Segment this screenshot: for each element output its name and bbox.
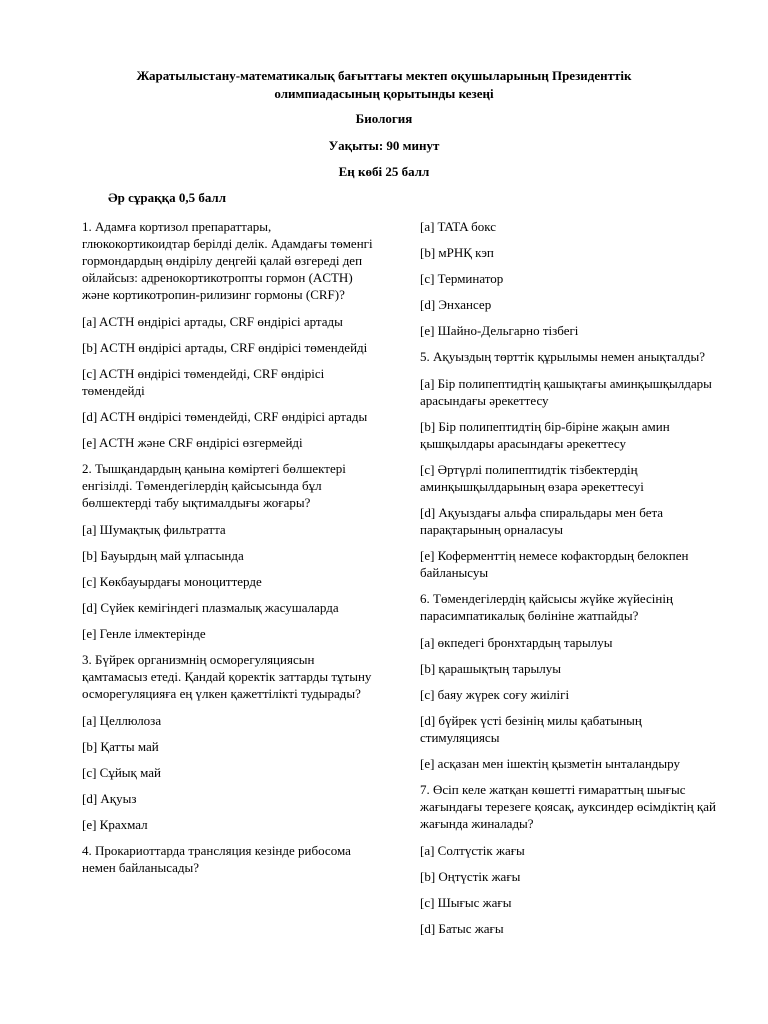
question-3-option-b: [b] Қатты май [82,739,159,754]
subject-heading: Биология [355,111,413,126]
question-4-option-d: [d] Энхансер [420,297,492,312]
question-7-option-b: [b] Оңтүстік жағы [420,869,521,884]
question-2-option-c: [c] Көкбауырдағы моноциттерде [82,574,262,589]
question-4-option-c: [c] Терминатор [420,271,504,286]
question-4-text: 4. Прокариоттарда трансляция кезінде рибосома немен байланысады? [82,843,351,875]
question-6-option-a: [a] өкпедегі бронхтардың тарылуы [420,635,613,650]
question-4-option-e: [e] Шайно-Дельгарно тізбегі [420,323,579,338]
question-3-option-c: [c] Сұйық май [82,765,161,780]
question-1-option-a: [a] ACTH өндірісі артады, CRF өндірісі артады [82,314,343,329]
time-limit: Уақыты: 90 минут [328,138,440,153]
question-5-option-e: [e] Коферменттің немесе кофактордың белокпен байланысуы [420,548,689,580]
question-7-option-c: [c] Шығыс жағы [420,895,512,910]
points-per-question: Әр сұраққа 0,5 балл [108,190,227,205]
question-1-option-e: [e] ACTH және CRF өндірісі өзгермейді [82,435,303,450]
question-5-option-d: [d] Ақуыздағы альфа спиральдары мен бета парақтарының орналасуы [420,505,664,537]
question-6-text: 6. Төмендегілердің қайсысы жүйке жүйесінің парасимпатикалық бөлініне жатпайды? [420,591,673,623]
question-2-option-a: [a] Шумақтық фильтратта [82,522,226,537]
question-7-text: 7. Өсіп келе жатқан көшетті ғимараттың шығыс жағындағы терезеге қоясақ, ауксиндер өсімдіктің қай жағында жиналады? [420,782,716,831]
question-5-option-b: [b] Бір полипептидтің бір-біріне жақын амин қышқылдары арасындағы әрекеттесу [420,419,670,451]
title-line-2: олимпиадасының қорытынды кезеңі [274,86,494,101]
question-6-option-c: [c] баяу жүрек соғу жиілігі [420,687,570,702]
question-6-option-d: [d] бүйрек үсті безінің милы қабатының стимуляциясы [420,713,642,745]
right-column [420,218,720,946]
question-2-option-d: [d] Сүйек кемігіндегі плазмалық жасушаларда [82,600,339,615]
question-5-option-a: [a] Бір полипептидтің қашықтағы аминқышқылдары арасындағы әрекеттесу [420,376,712,408]
question-5-text: 5. Ақуыздың төрттік құрылымы немен анықталды? [420,349,705,364]
question-1-option-c: [c] ACTH өндірісі төмендейді, CRF өндірісі төмендейді [82,366,325,398]
question-7-option-d: [d] Батыс жағы [420,921,504,936]
title-line-1: Жаратылыстану-математикалық бағыттағы мектеп оқушыларының Президенттік [136,68,632,83]
question-6-option-e: [e] асқазан мен ішектің қызметін ынталандыру [420,756,680,771]
question-2-option-b: [b] Бауырдың май ұлпасында [82,548,244,563]
max-score: Ең көбі 25 балл [338,164,430,179]
question-5-option-c: [c] Әртүрлі полипептидтік тізбектердің аминқышқылдарының өзара әрекеттесуі [420,462,644,494]
question-1-option-d: [d] ACTH өндірісі төмендейді, CRF өндірісі артады [82,409,368,424]
question-3-option-a: [a] Целлюлоза [82,713,162,728]
question-1-option-b: [b] ACTH өндірісі артады, CRF өндірісі төмендейді [82,340,368,355]
question-6-option-b: [b] қарашықтың тарылуы [420,661,562,676]
question-2-text: 2. Тышқандардың қанына көміртегі бөлшектері енгізілді. Төмендегілердің қайсысында бұл бөлшектерді табу ықтималдығы жоғары? [82,461,346,510]
question-3-text: 3. Бүйрек организмнің осморегуляциясын қамтамасыз етеді. Қандай қоректік заттарды тұтыну осморегуляцияға ең үлкен қажеттілікті тудырады? [82,652,372,701]
question-7-option-a: [a] Солтүстік жағы [420,843,525,858]
question-2-option-e: [e] Генле ілмектерінде [82,626,206,641]
document-title [0,67,768,103]
question-4-option-b: [b] мРНҚ кэп [420,245,494,260]
left-column [82,218,382,886]
question-1-text: 1. Адамға кортизол препараттары, глюкокортикоидтар берілді делік. Адамдағы төменгі гормондардың өндірілу деңгейі қалай өзгереді деп ойлайсыз: адренокортикотропты гормон (ACTH) және кортикотропин-рилизинг гормоны (CRF)? [82,219,373,302]
question-3-option-d: [d] Ақуыз [82,791,137,806]
question-3-option-e: [e] Крахмал [82,817,148,832]
question-4-option-a: [a] TATA бокс [420,219,496,234]
